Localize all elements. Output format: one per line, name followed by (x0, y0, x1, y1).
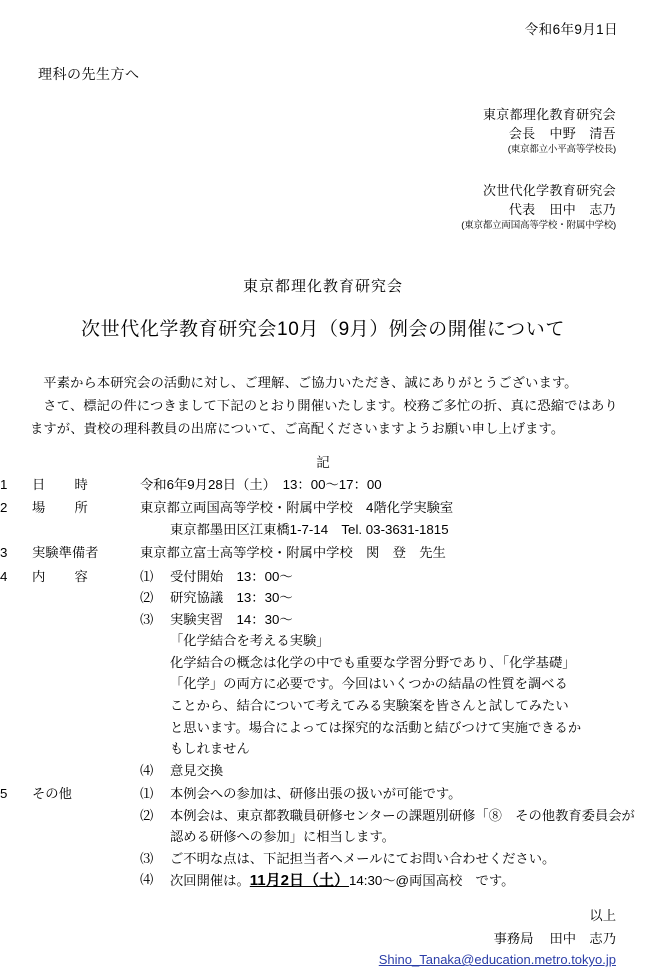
sub-item (140, 869, 646, 893)
paragraph-2: さて、標記の件につきまして下記のとおり開催いたします。校務ご多忙の折、真に恐縮ではありますが、貴校の理科教員の出席について、ご高配くださいますようお願い申し上げます。 (30, 398, 618, 437)
item-value: 令和6年9月28日（土） 13：00〜17：00 (140, 476, 382, 492)
items-table (0, 473, 646, 895)
item-value (140, 565, 646, 782)
item-row (0, 473, 646, 497)
title-line-1: 東京都理化教育研究会 (242, 277, 403, 295)
body-paragraphs (0, 371, 646, 441)
sub-item (140, 566, 646, 588)
sub-item-mark: ⑴ (140, 568, 154, 584)
sub-item-list (140, 566, 646, 631)
office-label: 事務局 (493, 930, 534, 946)
sender-block-1 (0, 106, 646, 156)
sender-person (0, 201, 616, 220)
item-label: 日 時 (32, 476, 96, 492)
item-label: 内 容 (32, 568, 96, 584)
detail-line: もしれません (170, 741, 250, 757)
sender-subtitle: (東京都立両国高等学校・附属中学校) (461, 220, 616, 232)
detail-line: 「化学」の両方に必要です。今回はいくつかの結晶の性質を調べる (170, 676, 568, 692)
sub-item-text-line-1: 本例会は、東京都教職員研修センターの課題別研修「⑧ その他教育委員会が (170, 807, 635, 823)
sub-item-mark: ⑴ (140, 786, 154, 802)
next-meeting-date: 11月2日（土） (249, 872, 349, 890)
item-row (0, 496, 646, 541)
sender-block-2 (0, 182, 646, 232)
office-line (0, 928, 616, 949)
sub-item-list (140, 783, 646, 893)
sender-name: 田中 志乃 (549, 202, 616, 218)
item-value (140, 782, 646, 894)
ki-marker: 記 (316, 454, 330, 470)
sub-item (140, 760, 646, 782)
office-name: 田中 志乃 (549, 930, 616, 946)
sub-item-mark: ⑵ (140, 590, 154, 606)
paragraph-1: 平素から本研究会の活動に対し、ご理解、ご協力いただき、誠にありがとうございます。 (43, 374, 578, 390)
sender-person (0, 125, 616, 144)
sub-item-list-tail (140, 760, 646, 782)
item-label: 場 所 (32, 500, 96, 516)
closing-word: 以上 (589, 907, 616, 923)
sub-item-text: 研究協議 13：30〜 (170, 590, 293, 606)
sub-item-mark: ⑵ (140, 807, 154, 823)
next-meeting-suffix: 14:30〜@両国高校 です。 (348, 873, 515, 889)
sub-item-mark: ⑷ (140, 872, 154, 888)
detail-line: 「化学結合を考える実験」 (170, 633, 330, 649)
item-number: 4 (0, 568, 8, 584)
sub-item-mark: ⑶ (140, 611, 154, 627)
sender-role: 代表 (508, 202, 536, 218)
closing-block (0, 905, 646, 950)
sender-org: 次世代化学教育研究会 (482, 183, 616, 199)
item-number: 5 (0, 786, 8, 802)
sub-item (140, 783, 646, 805)
item-row (0, 541, 646, 565)
detail-line: ことから、結合について考えてみる実験案を皆さんと試してみたい (170, 698, 569, 714)
title-line-2: 次世代化学教育研究会10月（9月）例会の開催について (81, 318, 565, 340)
addressee: 理科の先生方へ (38, 66, 140, 82)
sub-item (140, 805, 646, 848)
sub-item (140, 609, 646, 631)
item-value: 東京都立富士高等学校・附属中学校 関 登 先生 (140, 545, 446, 561)
item-value-line-1: 東京都立両国高等学校・附属中学校 4階化学実験室 (140, 500, 454, 516)
sub-item-text: ご不明な点は、下記担当者へメールにてお問い合わせください。 (170, 850, 556, 866)
email-line (0, 952, 646, 967)
detail-lines (170, 630, 646, 759)
sub-item-mark: ⑶ (140, 850, 154, 866)
sub-item-text: 受付開始 13：00〜 (170, 568, 293, 584)
sub-item-text: 本例会への参加は、研修出張の扱いが可能です。 (170, 786, 462, 802)
sub-item-text (170, 869, 646, 893)
sub-item-text-line-2: 認める研修への参加」に相当します。 (170, 829, 395, 845)
item-label: その他 (32, 786, 72, 802)
item-label: 実験準備者 (32, 545, 99, 561)
document-date: 令和6年9月1日 (524, 22, 618, 37)
item-row (0, 782, 646, 894)
sender-name: 中野 清吾 (549, 125, 616, 141)
sender-subtitle: (東京都立小平高等学校長) (507, 143, 616, 155)
item-value (140, 496, 646, 541)
item-number: 2 (0, 500, 8, 516)
detail-line: と思います。場合によっては探究的な活動と結びつけて実施できるか (170, 719, 582, 735)
sub-item-mark: ⑷ (140, 762, 154, 778)
sub-item (140, 848, 646, 870)
email-link[interactable]: Shino_Tanaka@education.metro.tokyo.jp (378, 952, 616, 967)
next-meeting-prefix: 次回開催は。 (170, 873, 250, 889)
detail-line: 化学結合の概念は化学の中でも重要な学習分野であり、「化学基礎」 (170, 654, 576, 670)
sub-item-text: 意見交換 (170, 762, 224, 778)
item-value-line-2: 東京都墨田区江東橋1-7-14 Tel. 03-3631-1815 (170, 521, 449, 537)
sub-item (140, 587, 646, 609)
sub-item-text: 実験実習 14：30〜 (170, 611, 293, 627)
item-number: 1 (0, 476, 8, 492)
sub-item-text (170, 805, 646, 848)
sender-org: 東京都理化教育研究会 (482, 107, 616, 122)
item-row (0, 565, 646, 782)
item-number: 3 (0, 545, 8, 561)
sender-role: 会長 (508, 125, 536, 141)
title-area (0, 275, 646, 341)
